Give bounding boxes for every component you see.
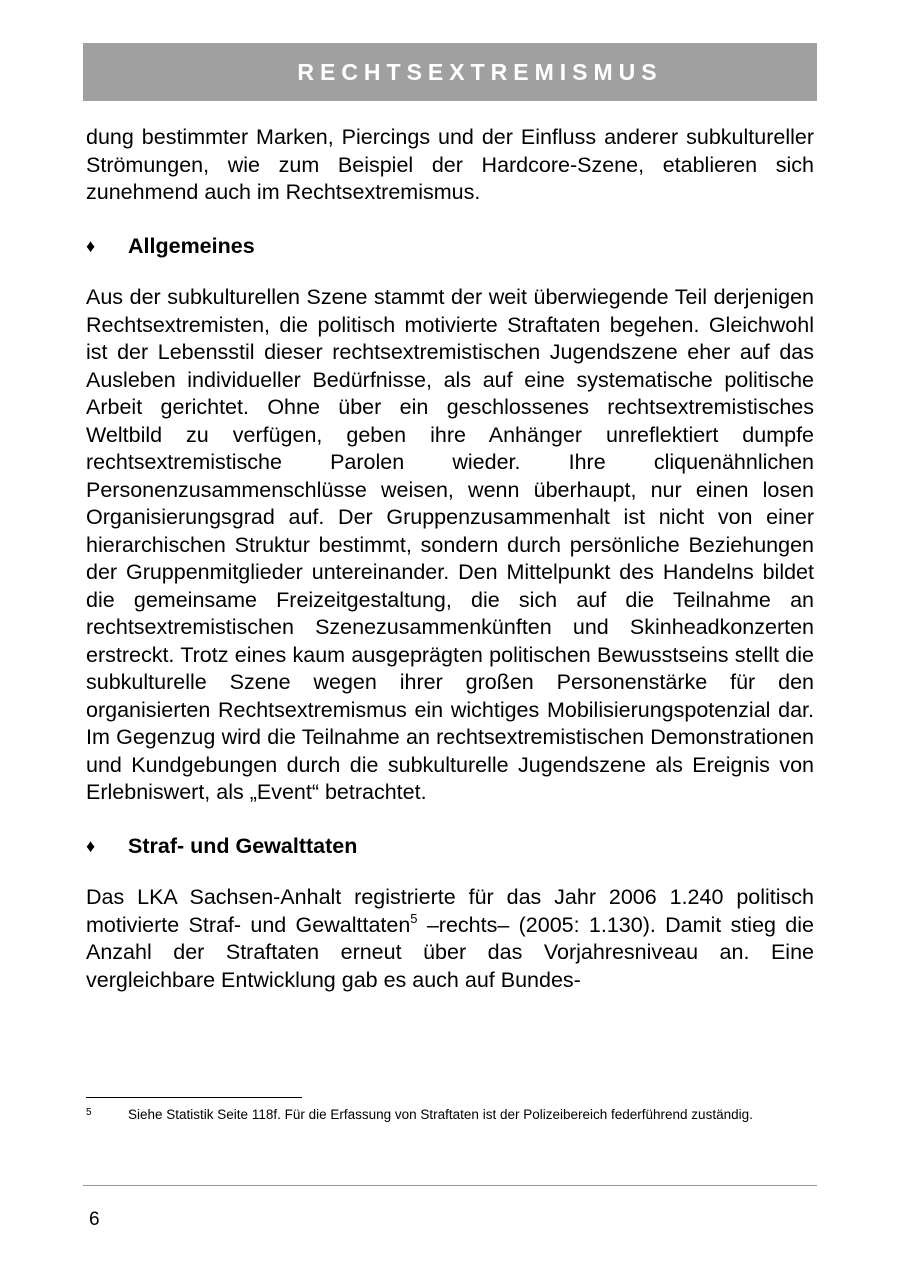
header-band [83, 43, 817, 101]
footnote-text: Siehe Statistik Seite 118f. Für die Erfassung von Straftaten ist der Polizeibereich federführend zuständig. [128, 1107, 753, 1122]
section-heading-allgemeines [86, 233, 814, 261]
paragraph-text-part: –rechts– (2005: 1.130). Damit stieg die Anzahl der Straftaten erneut über das Vorjahresniveau an. Eine vergleichbare Entwicklung gab es auch auf Bundes- [86, 912, 815, 992]
footnote-number: 5 [86, 1107, 92, 1118]
straftaten-paragraph [86, 884, 814, 994]
footer-divider [83, 1185, 817, 1186]
page-body [86, 124, 814, 994]
paragraph-text-part: Das LKA Sachsen-Anhalt registrierte für das Jahr 2006 1.240 politisch motivierte Straf- und Gewalttaten [86, 885, 814, 937]
allgemeines-paragraph: Aus der subkulturellen Szene stammt der weit überwiegende Teil derjenigen Rechtsextremisten, die politisch motivierte Straftaten begehen. Gleichwohl ist der Lebensstil dieser rechtsextremistischen Jugendszene eher auf das Ausleben individueller Bedürfnisse, als auf eine systematische politische Arbeit gerichtet. Ohne über ein geschlossenes rechtsextremistisches Weltbild zu verfügen, geben ihre Anhänger unreflektiert dumpfe rechtsextremistische Parolen wieder. Ihre cliquenähnlichen Personenzusammenschlüsse weisen, wenn überhaupt, nur einen losen Organisierungsgrad auf. Der Gruppenzusammenhalt ist nicht von einer hierarchischen Struktur bestimmt, sondern durch persönliche Beziehungen der Gruppenmitglieder untereinander. Den Mittelpunkt des Handelns bildet die gemeinsame Freizeitgestaltung, die sich auf die Teilnahme an rechtsextremistischen Szenezusammenkünften und Skinheadkonzerten erstreckt. Trotz eines kaum ausgeprägten politischen Bewusstseins stellt die subkulturelle Szene wegen ihrer großen Personenstärke für den organisierten Rechtsextremismus ein wichtiges Mobilisierungspotenzial dar. Im Gegenzug wird die Teilnahme an rechtsextremistischen Demonstrationen und Kundgebungen durch die subkulturelle Jugendszene als Ereignis von Erlebniswert, als „Event“ betrachtet. [86, 285, 814, 804]
diamond-bullet-icon: ♦ [86, 835, 96, 856]
footnote-separator [86, 1097, 302, 1098]
diamond-bullet-icon: ♦ [86, 235, 96, 256]
section-heading-text: Allgemeines [128, 233, 255, 258]
intro-paragraph: dung bestimmter Marken, Piercings und der Einfluss anderer subkultureller Strömungen, wie zum Beispiel der Hardcore-Szene, etablieren sich zunehmend auch im Rechtsextremismus. [86, 125, 814, 204]
section-heading-text: Straf- und Gewalttaten [128, 833, 358, 858]
footnote-reference: 5 [410, 910, 418, 926]
footnote [86, 1106, 814, 1124]
section-heading-straftaten [86, 833, 814, 861]
page-number: 6 [89, 1209, 100, 1230]
running-header-title: RECHTSEXTREMISMUS [297, 58, 663, 85]
